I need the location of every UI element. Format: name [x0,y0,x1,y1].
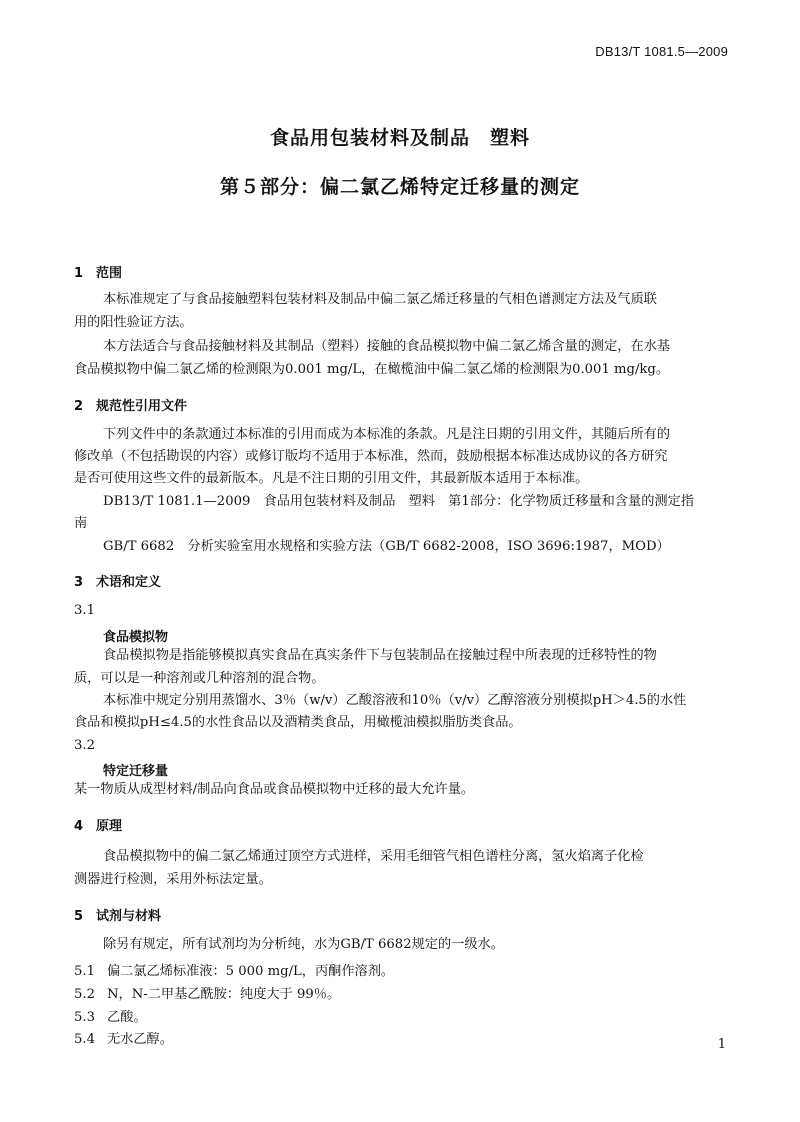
item-number: 5.1 [74,964,95,979]
section-number: 1 [74,266,84,281]
section-4-heading [74,815,122,834]
paragraph-line: 食品模拟物是指能够模拟真实食品在真实条件下与包装制品在接触过程中所表现的迁移特性的物 [103,648,657,663]
section-number: 2 [74,399,84,414]
term-heading: 食品模拟物 [103,630,169,645]
section-1-heading [74,262,122,281]
paragraph-line: 本标准中规定分别用蒸馏水、3％（w/v）乙酸溶液和10％（v/v）乙醇溶液分别模拟pH＞4.5的水性 [103,693,687,708]
paragraph-line: 食品模拟物中偏二氯乙烯的检测限为0.001 mg/L，在橄榄油中偏二氯乙烯的检测限为0.001 mg/kg。 [74,362,670,377]
paragraph-line: 测器进行检测，采用外标法定量。 [74,872,272,887]
reference-entry: GB/T 6682 分析实验室用水规格和实验方法（GB/T 6682-2008，ISO 3696:1987，MOD） [103,539,670,554]
item-text: 偏二氯乙烯标准液：5 000 mg/L，丙酮作溶剂。 [107,964,395,979]
list-item [74,983,340,1002]
section-title: 试剂与材料 [96,909,162,924]
section-title: 规范性引用文件 [96,399,188,414]
list-item [74,1028,173,1047]
item-text: 乙酸。 [107,1010,147,1025]
term-heading: 特定迁移量 [103,764,169,779]
paragraph-line: 修改单（不包括勘误的内容）或修订版均不适用于本标准，然而，鼓励根据本标准达成协议的各方研究 [74,449,668,464]
subsection-number: 3.1 [74,603,95,618]
item-text: 无水乙醇。 [107,1032,173,1047]
section-number: 3 [74,575,84,590]
paragraph-line: 质，可以是一种溶剂或几种溶剂的混合物。 [74,671,325,686]
section-3-heading [74,571,161,590]
reference-entry: DB13/T 1081.1—2009 食品用包装材料及制品 塑料 第1部分：化学物质迁移量和含量的测定指 [103,494,694,509]
document-code: DB13/T 1081.5—2009 [595,44,728,59]
subsection-number: 3.2 [74,738,95,753]
section-number: 5 [74,909,84,924]
paragraph-line: 下列文件中的条款通过本标准的引用而成为本标准的条款。凡是注日期的引用文件，其随后所有的 [103,427,671,442]
list-item [74,1006,147,1025]
item-number: 5.2 [74,987,95,1002]
paragraph-line: 本标准规定了与食品接触塑料包装材料及制品中偏二氯乙烯迁移量的气相色谱测定方法及气质联 [103,292,657,307]
paragraph-line: 用的阳性验证方法。 [74,315,193,330]
section-title: 术语和定义 [96,575,162,590]
paragraph-line: 食品模拟物中的偏二氯乙烯通过顶空方式进样，采用毛细管气相色谱柱分离，氢火焰离子化检 [103,849,644,864]
section-title: 原理 [96,819,123,834]
paragraph-line: 某一物质从成型材料/制品向食品或食品模拟物中迁移的最大允许量。 [74,782,475,797]
paragraph-line: 本方法适合与食品接触材料及其制品（塑料）接触的食品模拟物中偏二氯乙烯含量的测定，在水基 [103,339,671,354]
section-title: 范围 [96,266,123,281]
item-number: 5.3 [74,1010,95,1025]
reference-entry-continuation: 南 [74,516,88,531]
section-5-heading [74,905,161,924]
section-2-heading [74,395,187,414]
title-line-1: 食品用包装材料及制品 塑料 [269,127,530,149]
item-number: 5.4 [74,1032,95,1047]
item-text: N，N-二甲基乙酰胺：纯度大于 99％。 [107,987,341,1002]
section-number: 4 [74,819,84,834]
paragraph-line: 是否可使用这些文件的最新版本。凡是不注日期的引用文件，其最新版本适用于本标准。 [74,471,589,486]
title-line-2: 第５部分：偏二氯乙烯特定迁移量的测定 [219,176,580,198]
paragraph-line: 食品和模拟pH≤4.5的水性食品以及酒精类食品，用橄榄油模拟脂肪类食品。 [74,715,522,730]
paragraph-line: 除另有规定，所有试剂均为分析纯，水为GB/T 6682规定的一级水。 [103,937,504,952]
list-item [74,960,394,979]
page-number: 1 [717,1037,726,1052]
